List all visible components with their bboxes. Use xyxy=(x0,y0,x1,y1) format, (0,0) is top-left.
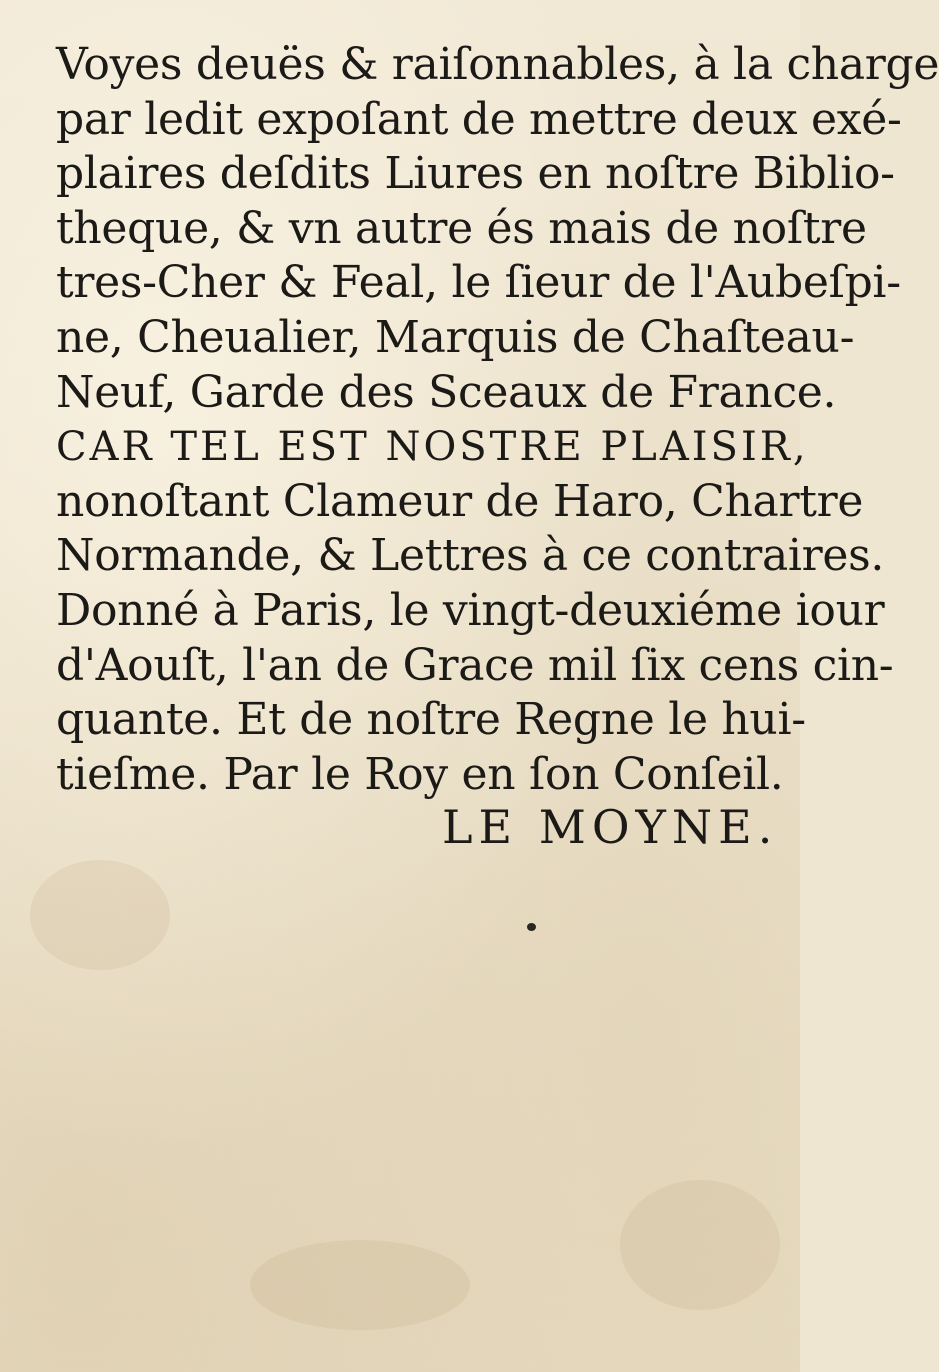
text-line: Normande, & Lettres à ce contraires. xyxy=(56,530,885,582)
text-line: Neuf, Garde des Sceaux de France. xyxy=(56,366,837,418)
text-line: Donné à Paris, le vingt-deuxiéme iour xyxy=(56,584,885,636)
paper-stain xyxy=(620,1180,780,1310)
text-line: nonoſtant Clameur de Haro, Chartre xyxy=(56,475,864,527)
paper-stain xyxy=(30,860,170,970)
text-line: tres-Cher & Feal, le ſieur de l'Aubeſpi- xyxy=(56,257,901,309)
text-line: Voyes deuës & raiſonnables, à la charge xyxy=(56,39,939,90)
text-line: par ledit expoſant de mettre deux exé- xyxy=(56,93,902,145)
body-text xyxy=(56,38,939,802)
text-line: ne, Cheualier, Marquis de Chaſteau- xyxy=(56,311,855,363)
text-line: d'Aouſt, l'an de Grace mil ſix cens cin- xyxy=(56,639,894,691)
text-line-smallcaps: CAR TEL EST NOSTRE PLAISIR, xyxy=(56,424,809,471)
signature: LE MOYNE. xyxy=(442,800,779,854)
text-line: theque, & vn autre és mais de noſtre xyxy=(56,202,867,254)
paper-stain xyxy=(250,1240,470,1330)
text-line: tieſme. Par le Roy en ſon Conſeil. xyxy=(56,748,784,800)
text-line: plaires deſdits Liures en noſtre Biblio- xyxy=(56,148,895,200)
ink-dot xyxy=(527,923,536,931)
text-line: quante. Et de noſtre Regne le hui- xyxy=(56,694,806,746)
